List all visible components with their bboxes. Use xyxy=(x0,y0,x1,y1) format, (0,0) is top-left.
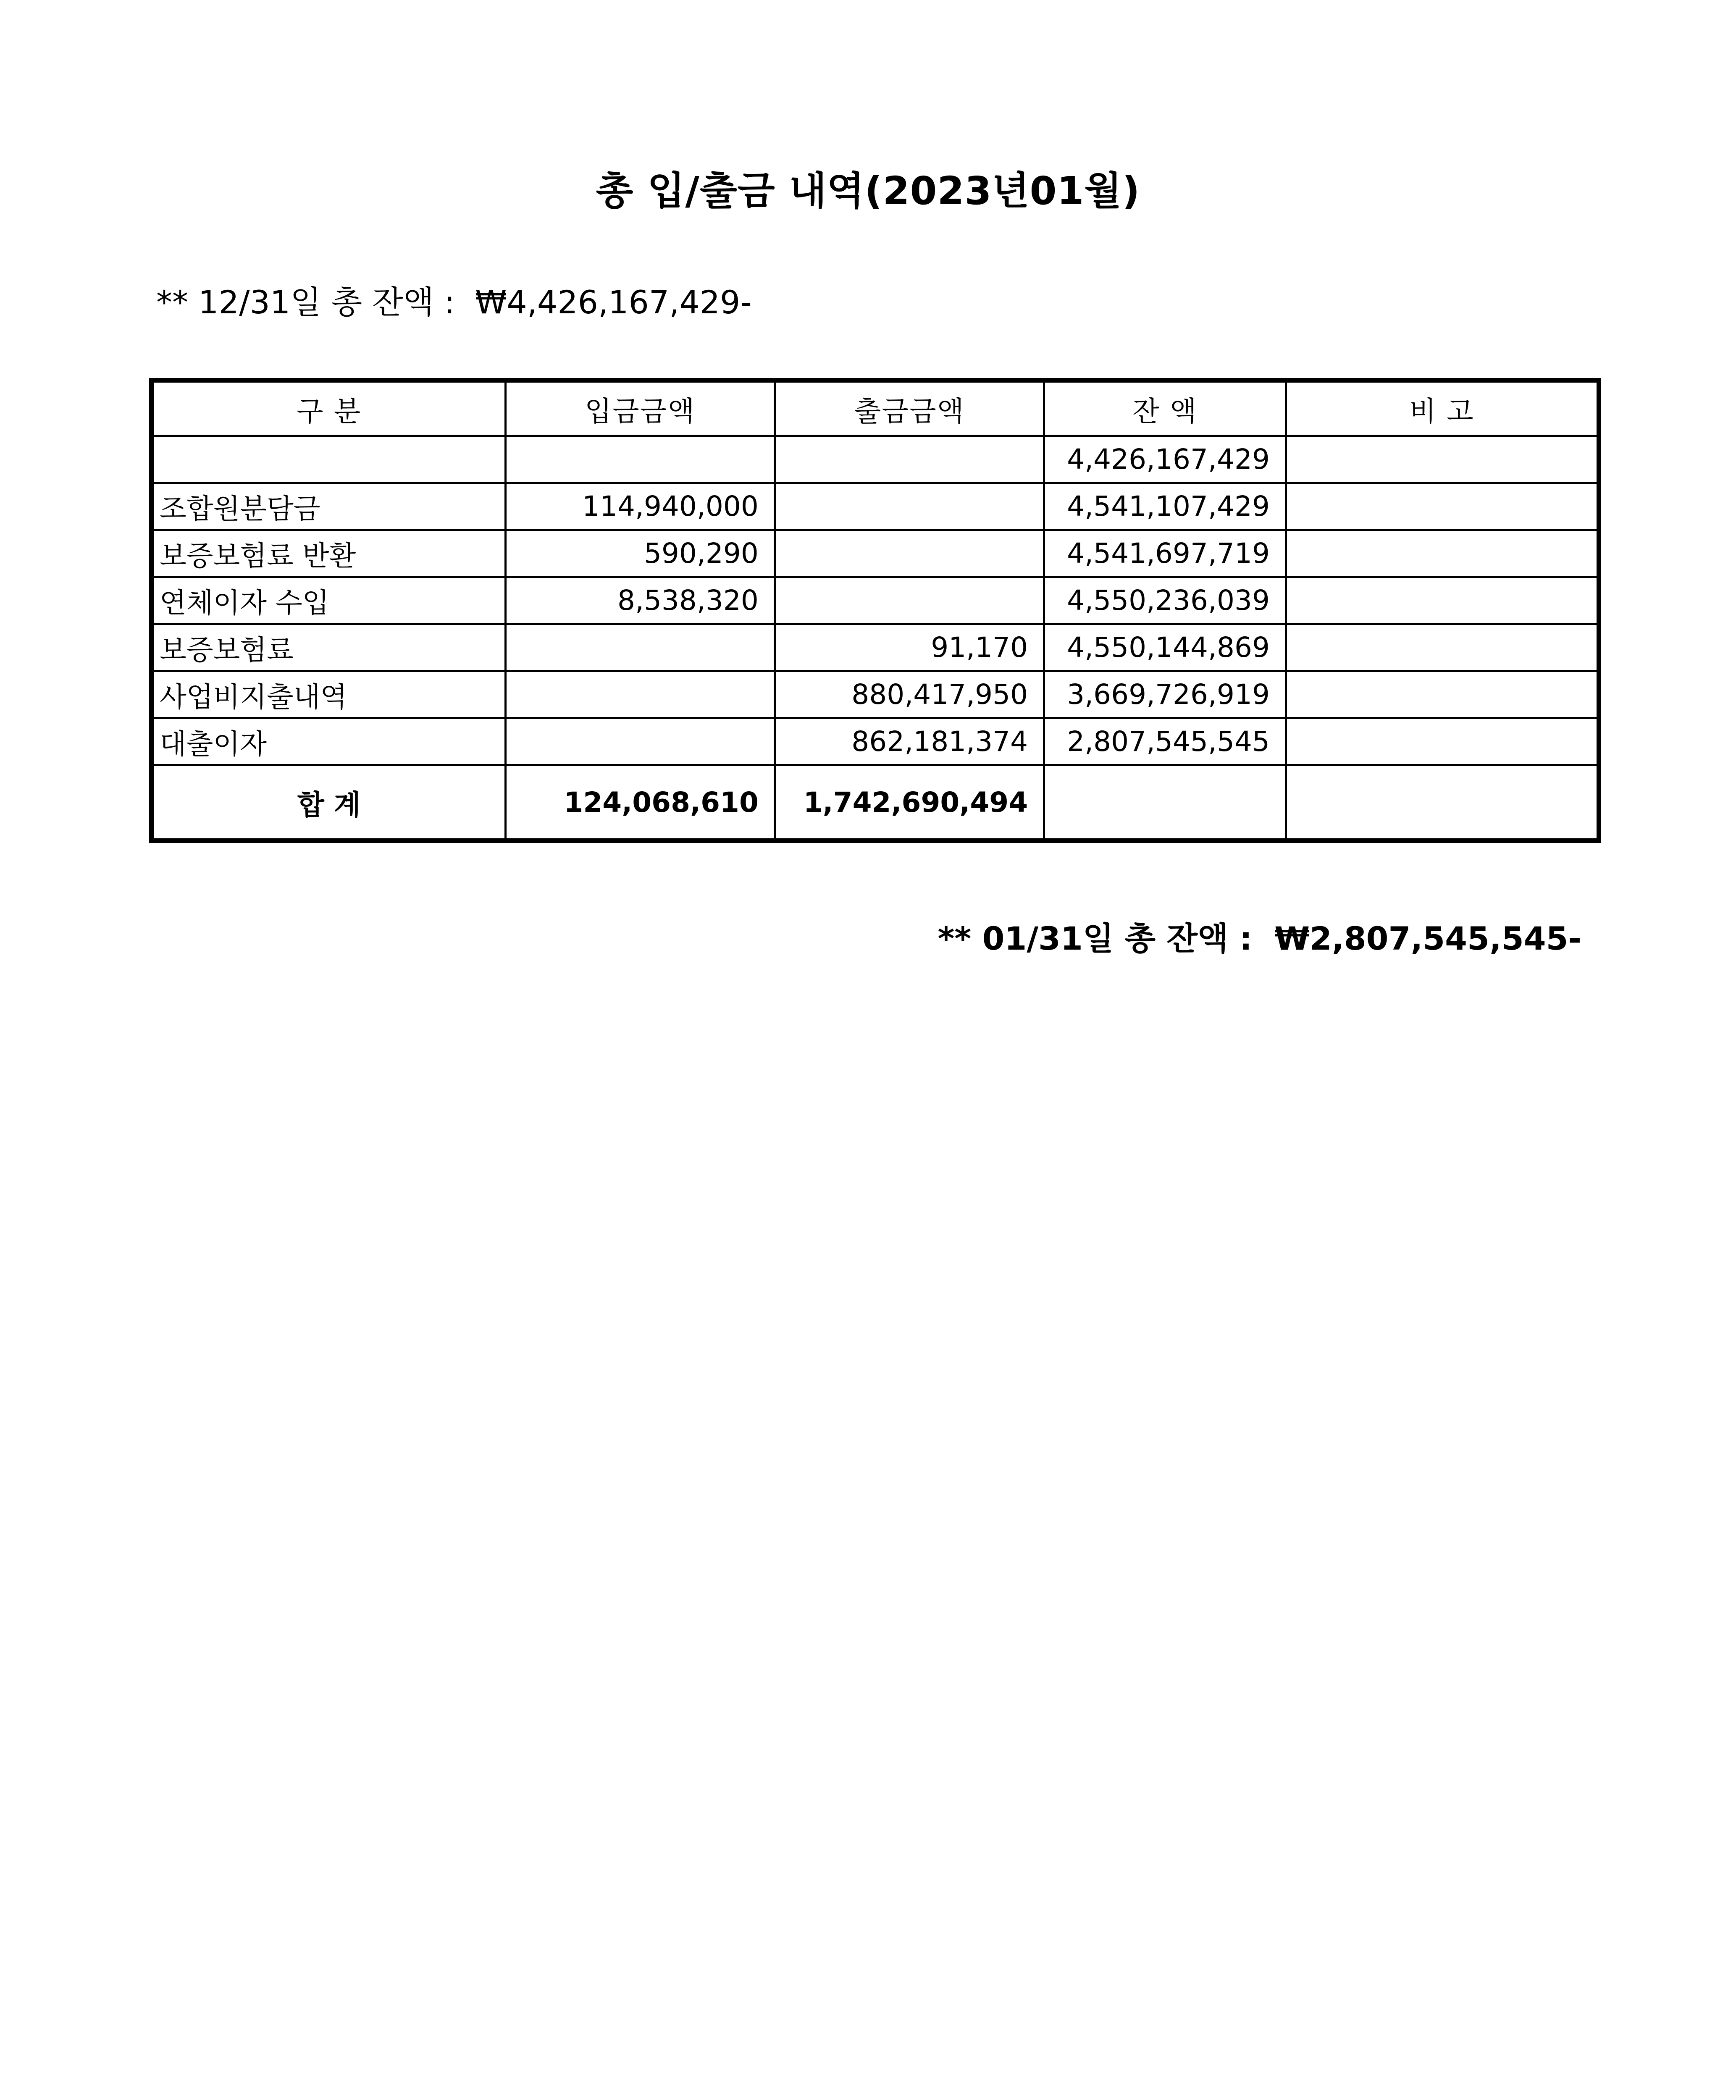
row-balance: 4,541,107,429 xyxy=(1044,483,1286,530)
table-row xyxy=(152,624,1599,671)
row-note xyxy=(1286,718,1599,765)
page-title: 총 입/출금 내역(2023년01월) xyxy=(596,168,1140,213)
row-withdrawal: 880,417,950 xyxy=(775,671,1044,718)
row-category: 사업비지출내역 xyxy=(152,671,506,718)
row-deposit: 114,940,000 xyxy=(505,483,775,530)
row-category: 대출이자 xyxy=(152,718,506,765)
table-row xyxy=(152,436,1599,483)
table-row xyxy=(152,577,1599,624)
row-deposit: 8,538,320 xyxy=(505,577,775,624)
table-row xyxy=(152,483,1599,530)
total-note xyxy=(1286,765,1599,841)
row-withdrawal: 91,170 xyxy=(775,624,1044,671)
row-withdrawal xyxy=(775,436,1044,483)
table-row xyxy=(152,671,1599,718)
table-row xyxy=(152,530,1599,577)
closing-balance: ** 01/31일 총 잔액 : ₩2,807,545,545- xyxy=(938,920,1581,957)
row-category: 보증보험료 xyxy=(152,624,506,671)
row-balance: 4,426,167,429 xyxy=(1044,436,1286,483)
row-withdrawal xyxy=(775,483,1044,530)
total-deposit: 124,068,610 xyxy=(505,765,775,841)
row-category xyxy=(152,436,506,483)
row-balance: 4,541,697,719 xyxy=(1044,530,1286,577)
opening-balance: ** 12/31일 총 잔액 : ₩4,426,167,429- xyxy=(156,284,752,321)
header-balance: 잔 액 xyxy=(1044,381,1286,436)
row-balance: 3,669,726,919 xyxy=(1044,671,1286,718)
header-withdrawal: 출금금액 xyxy=(775,381,1044,436)
table-header-row xyxy=(152,381,1599,436)
row-category: 보증보험료 반환 xyxy=(152,530,506,577)
row-balance: 4,550,144,869 xyxy=(1044,624,1286,671)
row-deposit xyxy=(505,436,775,483)
total-label: 합 계 xyxy=(152,765,506,841)
total-balance xyxy=(1044,765,1286,841)
transaction-table xyxy=(149,378,1601,843)
row-note xyxy=(1286,483,1599,530)
row-note xyxy=(1286,530,1599,577)
total-row xyxy=(152,765,1599,841)
header-category: 구 분 xyxy=(152,381,506,436)
row-note xyxy=(1286,624,1599,671)
row-balance: 4,550,236,039 xyxy=(1044,577,1286,624)
row-note xyxy=(1286,436,1599,483)
row-note xyxy=(1286,577,1599,624)
row-withdrawal xyxy=(775,577,1044,624)
row-balance: 2,807,545,545 xyxy=(1044,718,1286,765)
row-category: 조합원분담금 xyxy=(152,483,506,530)
row-deposit xyxy=(505,624,775,671)
row-note xyxy=(1286,671,1599,718)
row-deposit xyxy=(505,718,775,765)
row-withdrawal: 862,181,374 xyxy=(775,718,1044,765)
header-note: 비 고 xyxy=(1286,381,1599,436)
header-deposit: 입금금액 xyxy=(505,381,775,436)
row-deposit xyxy=(505,671,775,718)
table-row xyxy=(152,718,1599,765)
total-withdrawal: 1,742,690,494 xyxy=(775,765,1044,841)
row-deposit: 590,290 xyxy=(505,530,775,577)
row-withdrawal xyxy=(775,530,1044,577)
row-category: 연체이자 수입 xyxy=(152,577,506,624)
